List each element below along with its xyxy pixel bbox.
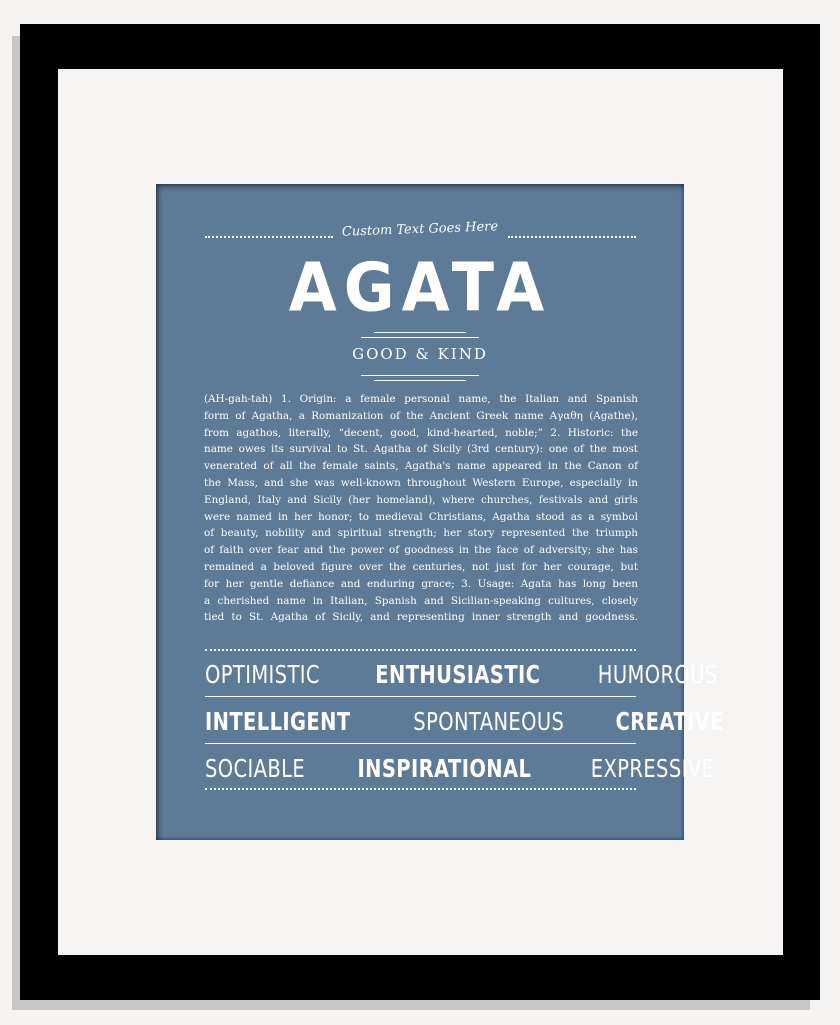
rule-bottom-long <box>361 375 479 376</box>
name-print <box>156 184 725 840</box>
name-meaning: GOOD & KIND <box>352 345 488 363</box>
rule-top-long <box>361 337 479 338</box>
definition-line: from agathos, literally, “decent, good, kind-hearted, noble;” 2. Historic: the <box>204 426 638 439</box>
definition-line: the Mass, and she was well-known throughout Western Europe, especially in <box>204 476 638 489</box>
definition-line: name owes its survival to St. Agatha of Sicily (3rd century): one of the most <box>204 443 638 456</box>
trait-word: INSPIRATIONAL <box>357 753 532 783</box>
print-name: AGATA <box>288 248 552 327</box>
dotted-divider-traits-top <box>205 649 636 651</box>
trait-row <box>205 704 725 738</box>
custom-text: Custom Text Goes Here <box>341 219 499 240</box>
dotted-divider-right <box>508 236 636 238</box>
trait-row <box>205 751 715 785</box>
rule-bottom-short <box>374 380 466 381</box>
trait-word: SPONTANEOUS <box>412 706 564 736</box>
definition-line: England, Italy and Sicily (her homeland), where churches, festivals and girls <box>204 493 638 506</box>
rule-top-short <box>374 332 466 333</box>
definition-line: tied to St. Agatha of Sicily, and representing inner strength and goodness. <box>204 611 638 624</box>
dotted-divider-traits-bottom <box>205 788 636 790</box>
definition-line: for her gentle defiance and enduring grace; 3. Usage: Agata has long been <box>204 577 638 590</box>
definition-line: (AH-gah-tah) 1. Origin: a female personal name, the Italian and Spanish <box>204 393 638 405</box>
definition-line: of beauty, nobility and spiritual strength; her story represented the triumph <box>204 527 638 540</box>
trait-row <box>205 657 718 691</box>
trait-word: EXPRESSIVE <box>590 753 715 783</box>
definition-line: form of Agatha, a Romanization of the Ancient Greek name Αγαθη (Agathe), <box>204 409 638 422</box>
definition-line: remained a beloved figure over the centuries, not just for her courage, but <box>204 560 638 573</box>
definition-line: venerated of all the female saints, Agatha's name appeared in the Canon of <box>204 460 638 473</box>
definition-line: were named in her honor; to medieval Christians, Agatha stood as a symbol <box>204 510 638 523</box>
definition-line: a cherished name in Italian, Spanish and Sicilian-speaking cultures, closely <box>204 594 638 607</box>
definition-line: of faith over fear and the power of goodness in the face of adversity; she has <box>204 544 638 557</box>
trait-word: INTELLIGENT <box>205 706 351 736</box>
trait-separator <box>205 696 636 697</box>
trait-word: CREATIVE <box>615 706 725 736</box>
trait-word: SOCIABLE <box>205 753 306 783</box>
name-definition <box>204 391 638 626</box>
trait-word: HUMOROUS <box>597 659 718 689</box>
trait-word: OPTIMISTIC <box>205 659 320 689</box>
trait-word: ENTHUSIASTIC <box>375 659 541 689</box>
trait-separator <box>205 743 636 744</box>
